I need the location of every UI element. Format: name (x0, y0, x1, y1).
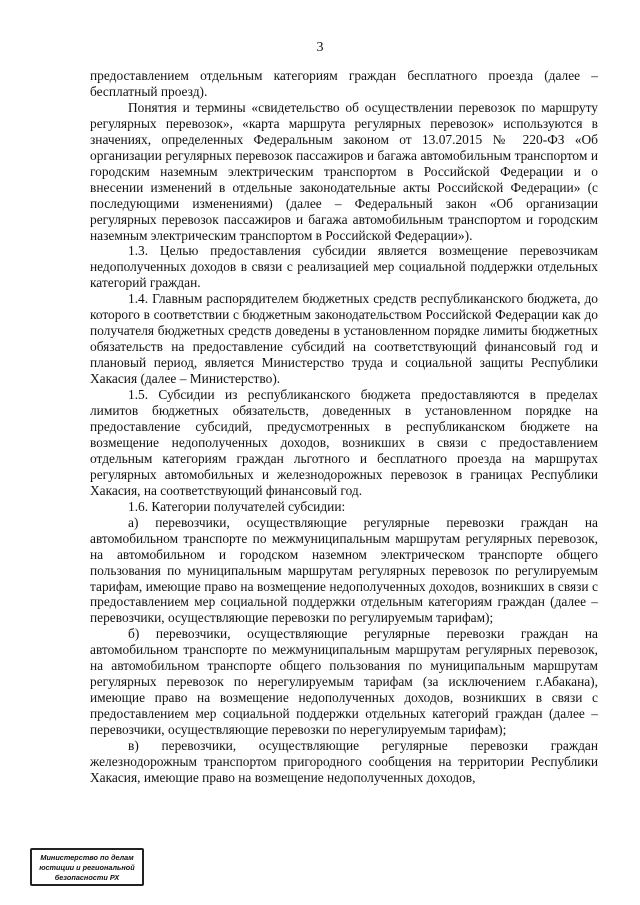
ministry-stamp (30, 848, 144, 886)
paragraph: 1.5. Субсидии из республиканского бюджета предоставляются в пределах лимитов бюджетных обязательств, доведенных в установленном порядке на предоставление субсидий, предусмотренных в республиканском бюджете на возмещение недополученных доходов, возникших в связи с предоставлением отдельным категориям граждан льготного и бесплатного проезда на маршрутах регулярных автомобильных и железнодорожных перевозок в границах Республики Хакасия, на соответствующий финансовый год. (90, 387, 598, 498)
stamp-line: юстиции и региональной (39, 863, 135, 872)
paragraph: а) перевозчики, осуществляющие регулярные перевозки граждан на автомобильном транспорте по межмуниципальным маршрутам регулярных перевозок, на автомобильном и городском наземном электрическом транспорте общего пользования по муниципальным маршрутам регулярных перевозок по регулируемым тарифам, имеющие право на возмещение недополученных доходов, возникших в связи с предоставлением мер социальной поддержки отдельным категориям граждан (далее – перевозчики, осуществляющие перевозки по регулируемым тарифам); (90, 514, 598, 626)
stamp-line: безопасности РХ (54, 873, 120, 882)
paragraph: Понятия и термины «свидетельство об осуществлении перевозок по маршруту регулярных перевозок», «карта маршрута регулярных перевозок» используются в значениях, определенных Федеральным законом от 13.07.2015 № 220-ФЗ «Об организации регулярных перевозок пассажиров и багажа автомобильным транспортом и городским наземным электрическим транспортом в Российской Федерации и о внесении изменений в отдельные законодательные акты Российской Федерации» (с последующими изменениями) (далее – Федеральный закон «Об организации регулярных перевозок пассажиров и багажа автомобильным транспортом и городским наземным электрическим транспортом в Российской Федерации»). (90, 99, 598, 243)
paragraph: предоставлением отдельным категориям граждан бесплатного проезда (далее – бесплатный проезд). (90, 68, 598, 99)
paragraph: в) перевозчики, осуществляющие регулярные перевозки граждан железнодорожным транспортом пригородного сообщения на территории Республики Хакасия, имеющие право на возмещение недополученных доходов, (90, 738, 598, 785)
paragraph: 1.6. Категории получателей субсидии: (128, 498, 346, 514)
page-number: 3 (316, 40, 324, 55)
paragraph: 1.3. Целью предоставления субсидии является возмещение перевозчикам недополученных доходов в связи с реализацией мер социальной поддержки отдельных категорий граждан. (90, 243, 598, 291)
paragraph: б) перевозчики, осуществляющие регулярные перевозки граждан на автомобильном транспорте по межмуниципальным маршрутам регулярных перевозок, на автомобильном транспорте общего пользования по муниципальным маршрутам регулярных перевозок по нерегулируемым тарифам (за исключением г.Абакана), имеющие право на возмещение недополученных доходов, возникших в связи с предоставлением мер социальной поддержки отдельных категорий граждан (далее – перевозчики, осуществляющие перевозки по нерегулируемым тарифам); (90, 626, 598, 738)
paragraph: 1.4. Главным распорядителем бюджетных средств республиканского бюджета, до которого в соответствии с бюджетным законодательством Российской Федерации как до получателя бюджетных средств доведены в установленном порядке лимиты бюджетных обязательств на предоставление субсидий на соответствующий финансовый год и плановый период, является Министерство труда и социальной защиты Республики Хакасия (далее – Министерство). (90, 291, 598, 387)
document-body (90, 68, 598, 786)
stamp-line: Министерство по делам (40, 853, 134, 862)
